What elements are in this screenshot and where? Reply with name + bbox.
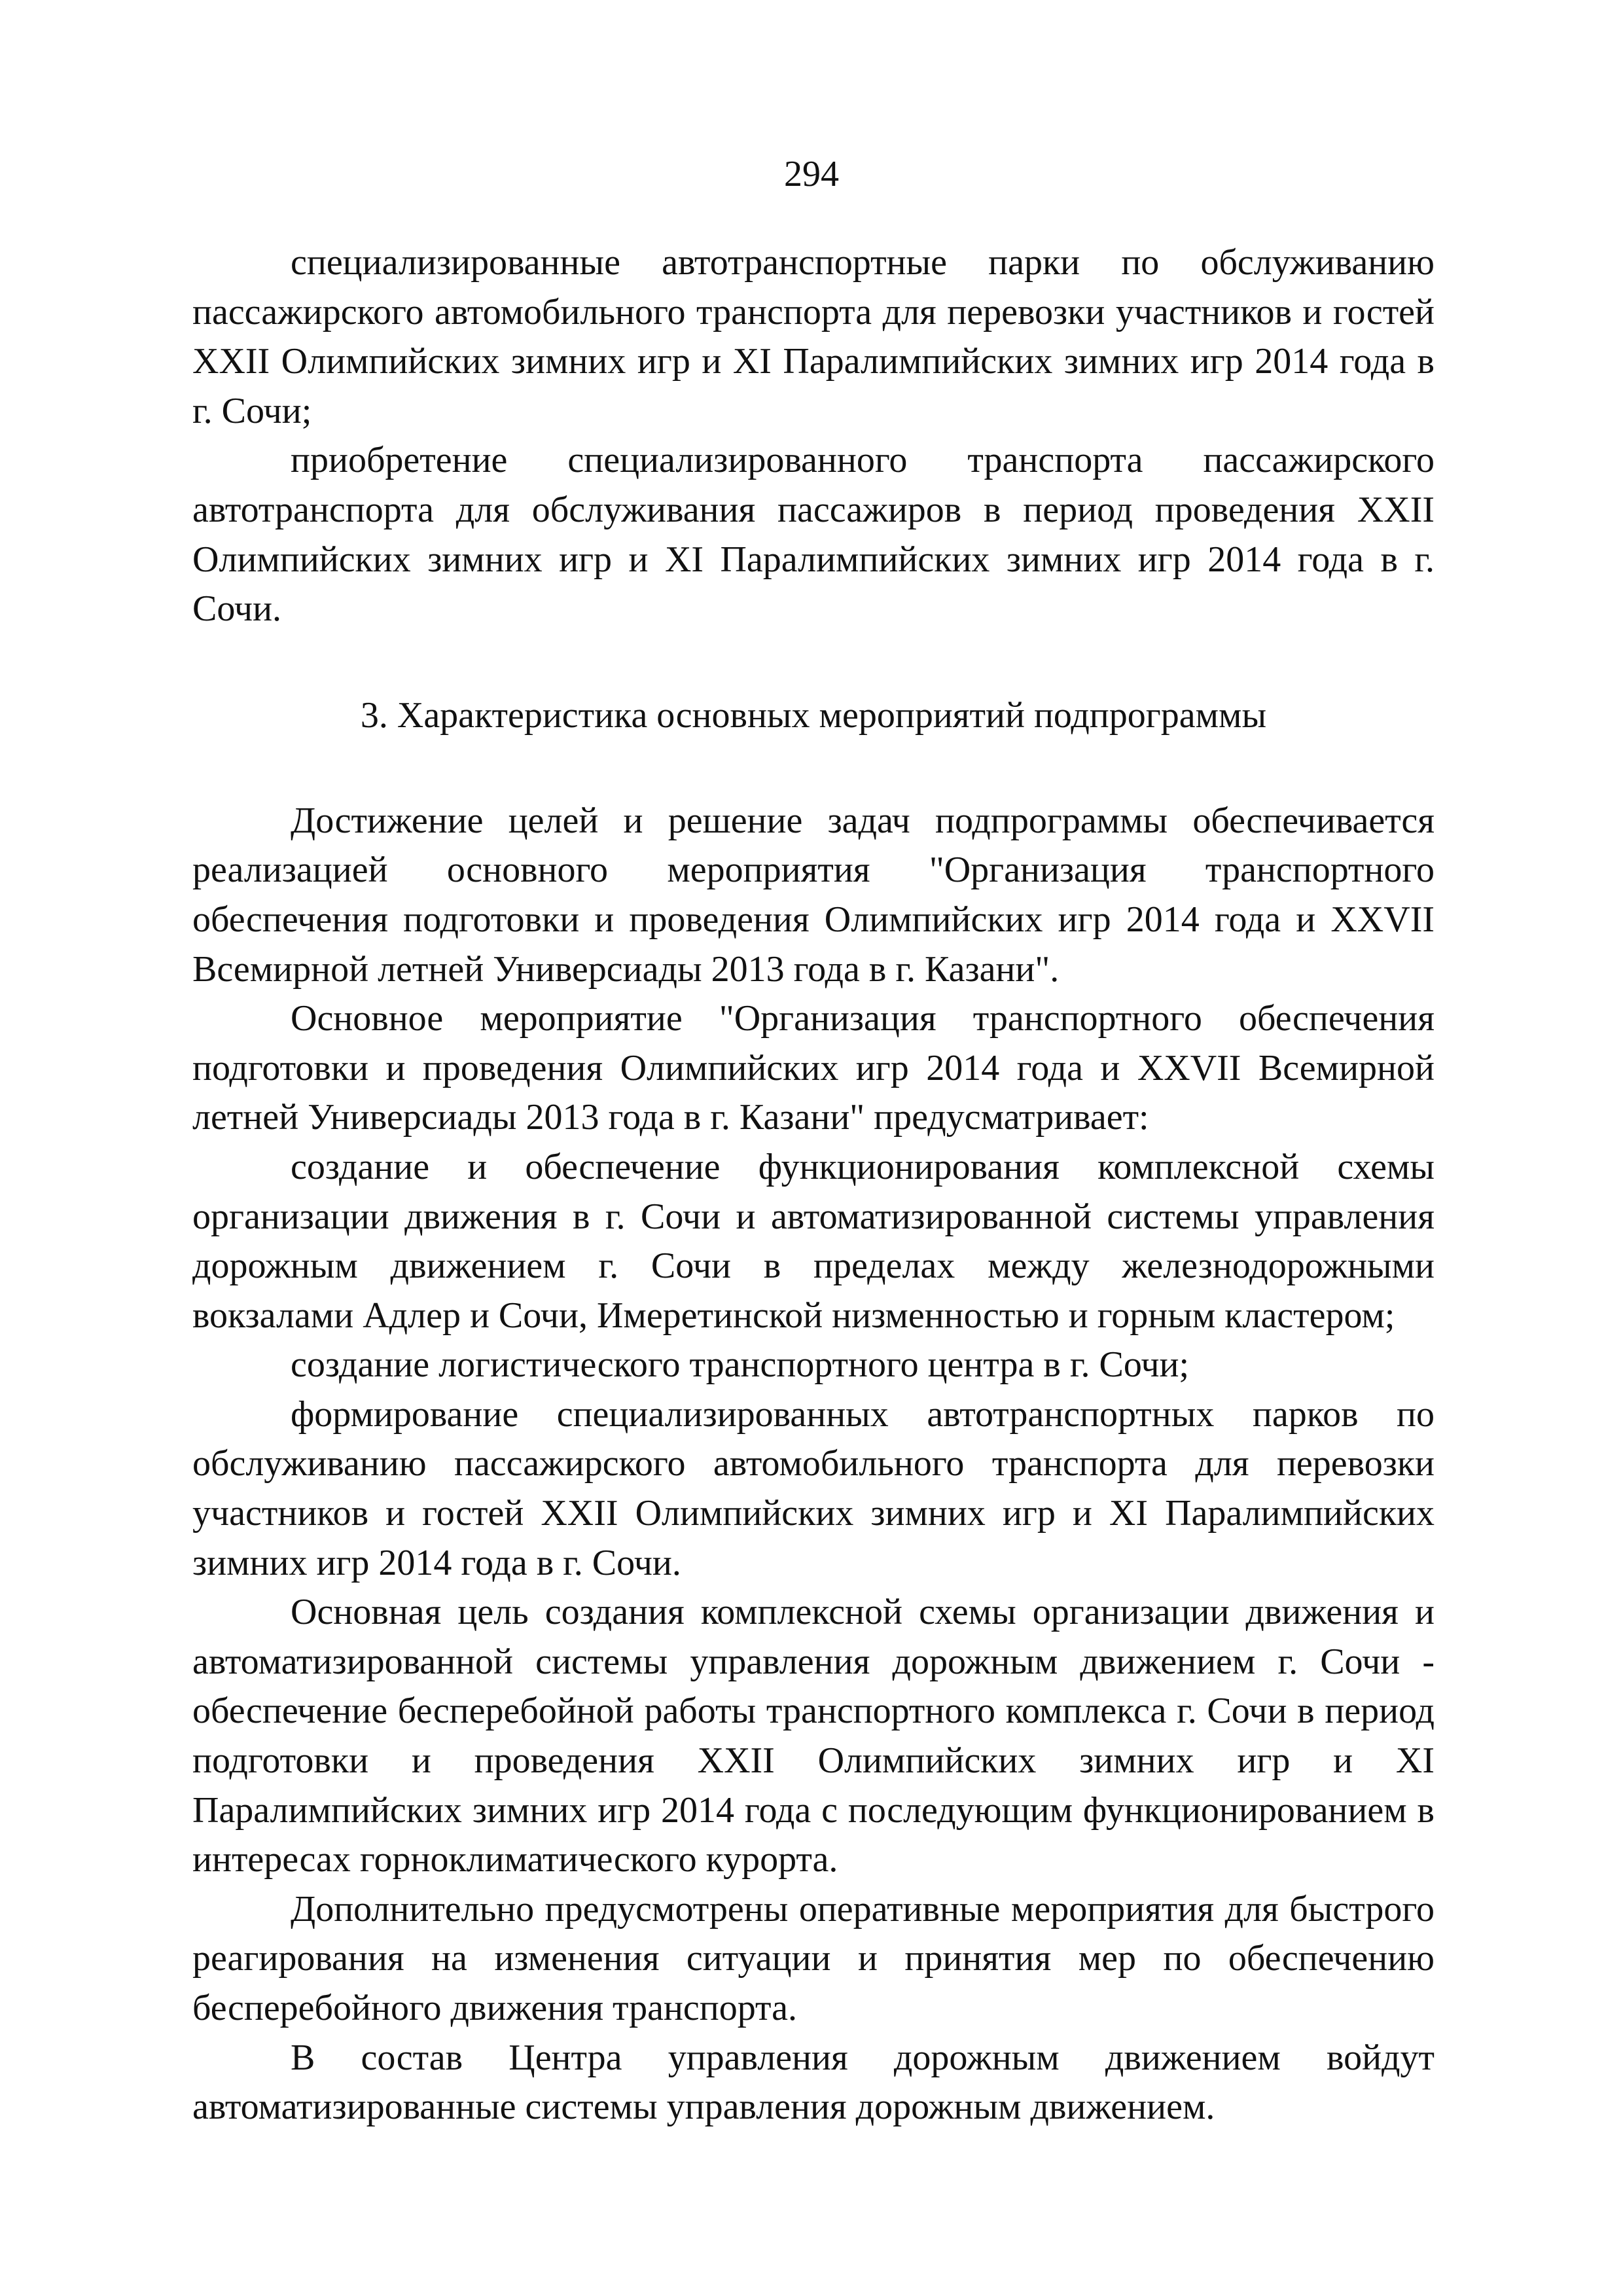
paragraph-operational-measures: Дополнительно предусмотрены оперативные мероприятия для быстрого реагирования на изменения ситуации и принятия мер по обеспечению бесперебойного движения транспорта. [192, 1888, 1435, 2028]
paragraph-traffic-scheme: создание и обеспечение функционирования комплексной схемы организации движения в г. Сочи и автоматизированной системы управления дорожным движением г. Сочи в пределах между железнодорожными вокзалами Адлер и Сочи, Имеретинской низменностью и горным кластером; [192, 1146, 1435, 1336]
spacer [192, 740, 1435, 797]
paragraph-main-goal: Основная цель создания комплексной схемы организации движения и автоматизированной системы управления дорожным движением г. Сочи - обеспечение бесперебойной работы транспортного комплекса г. Сочи в период подготовки и проведения XXII Олимпийских зимних игр и XI Паралимпийских зимних игр 2014 года с последующим функционированием в интересах горноклиматического курорта. [192, 1592, 1435, 1880]
paragraph-transport-acquisition: приобретение специализированного транспорта пассажирского автотранспорта для обслуживания пассажиров в период проведения XXII Олимпийских зимних игр и XI Паралимпийских зимних игр 2014 года в г. Сочи. [192, 440, 1435, 630]
paragraph-specialized-fleets: специализированные автотранспортные парки по обслуживанию пассажирского автомобильного транспорта для перевозки участников и гостей XXII Олимпийских зимних игр и XI Паралимпийских зимних игр 2014 года в г. Сочи; [192, 242, 1435, 431]
paragraph-main-activity: Основное мероприятие "Организация транспортного обеспечения подготовки и проведения Олимпийских игр 2014 года и XXVII Всемирной летней Универсиады 2013 года в г. Казани" предусматривает: [192, 998, 1435, 1138]
paragraph-control-center: В состав Центра управления дорожным движением войдут автоматизированные системы управления дорожным движением. [192, 2037, 1435, 2128]
body-text [192, 238, 1435, 2132]
paragraph-logistics-center: создание логистического транспортного центра в г. Сочи; [291, 1344, 1190, 1386]
paragraph-goals-achievement: Достижение целей и решение задач подпрограммы обеспечивается реализацией основного мероприятия "Организация транспортного обеспечения подготовки и проведения Олимпийских игр 2014 года и XXVII Всемирной летней Универсиады 2013 года в г. Казани". [192, 800, 1435, 990]
page-number: 294 [784, 154, 839, 194]
section-heading: 3. Характеристика основных мероприятий подпрограммы [360, 694, 1267, 736]
spacer [192, 634, 1435, 691]
paragraph-fleet-formation: формирование специализированных автотранспортных парков по обслуживанию пассажирского автомобильного транспорта для перевозки участников и гостей XXII Олимпийских зимних игр и XI Паралимпийских зимних игр 2014 года в г. Сочи. [192, 1393, 1435, 1583]
